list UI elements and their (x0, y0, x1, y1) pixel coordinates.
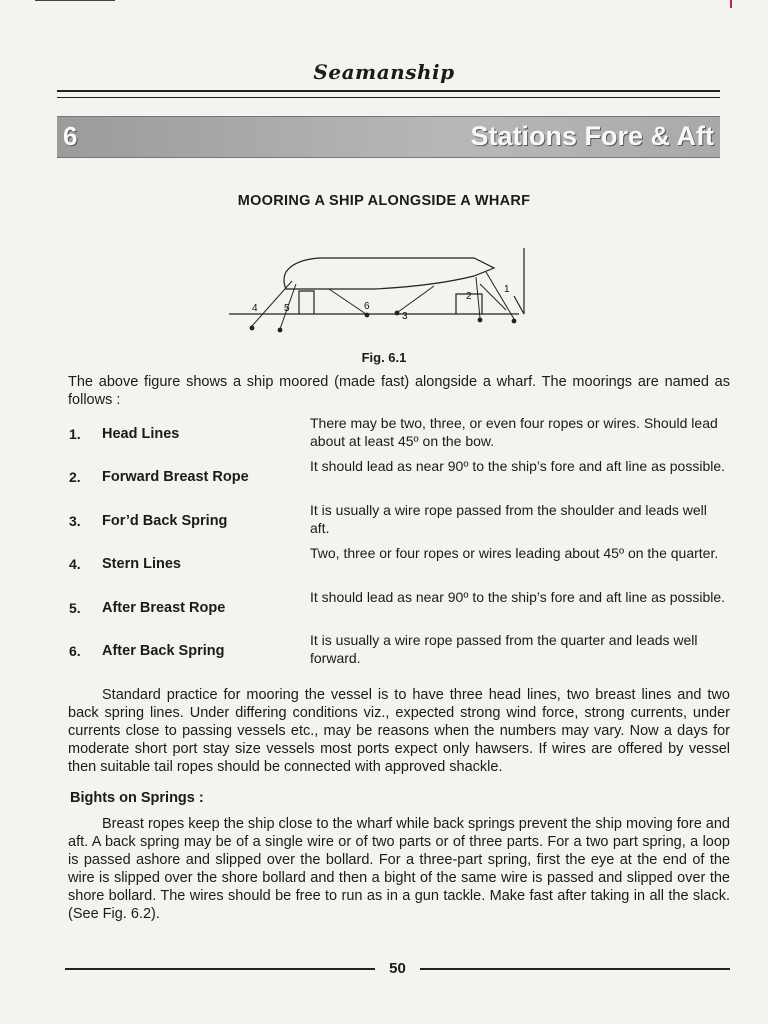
page-number: 50 (389, 960, 406, 977)
mooring-figure (224, 244, 534, 344)
item-description: It should lead as near 90º to the ship’s fore and aft line as possible. (310, 588, 726, 605)
head-line-2 (480, 284, 506, 310)
label-3: 3 (402, 311, 408, 322)
after-back-spring (329, 289, 366, 314)
item-description: It is usually a wire rope passed from the shoulder and leads well aft. (310, 501, 707, 536)
forward-back-spring (398, 286, 434, 312)
list-item (68, 501, 730, 544)
bollard (278, 328, 283, 333)
label-5: 5 (284, 303, 290, 314)
label-2: 2 (466, 291, 472, 302)
item-name: Forward Breast Rope (102, 469, 249, 486)
header-rule (57, 90, 720, 92)
head-line (486, 272, 514, 319)
practice-paragraph: Standard practice for mooring the vessel is to have three head lines, two breast lines and two back spring lines. Under differing conditions viz., expected strong wind force, strong currents, under currents close to passing vessels etc., may be reasons when the numbers may vary. Now a days for moderate short port stay size vessels most ports expect only hawsers. If wires are offered by vessel then suitable tail ropes should be connected with approved shackle. (68, 687, 730, 775)
bights-heading: Bights on Springs : (70, 790, 204, 806)
label-4: 4 (252, 303, 258, 314)
item-number: 1. (69, 426, 81, 442)
list-item (68, 588, 730, 631)
label-1: 1 (504, 284, 510, 295)
list-item (68, 414, 730, 457)
corner-mark (730, 0, 732, 8)
bollard (250, 326, 255, 331)
section-title: MOORING A SHIP ALONGSIDE A WHARF (237, 193, 531, 209)
bights-paragraph: Breast ropes keep the ship close to the wharf while back springs prevent the ship moving fore and aft. A back spring may be of a single wire or of two parts or of three parts. For a two part spring, a loop is passed ashore and slipped over the bollard. For a three-part spring, first the eye at the end of the wire is slipped over the shore bollard and then a bight of the same wire is passed and slipped over the shore bollard. The wires should be free to run as in a gun tackle. Make fast after taking in all the slack. (See Fig. 6.2). (68, 816, 730, 922)
item-number: 6. (69, 642, 81, 659)
chapter-title: Stations Fore & Aft (470, 121, 714, 151)
item-description: It is usually a wire rope passed from the quarter and leads well forward. (310, 631, 698, 666)
book-title: Seamanship (313, 60, 455, 84)
item-name: After Breast Rope (102, 599, 226, 616)
bow-post-brace (514, 296, 524, 314)
item-number: 5. (69, 599, 81, 616)
item-number: 4. (69, 556, 81, 573)
bollard (395, 311, 400, 316)
bollard (512, 319, 517, 324)
ship-hull (284, 258, 494, 289)
intro-paragraph: The above figure shows a ship moored (made fast) alongside a wharf. The moorings are named as follows : (68, 374, 730, 408)
item-name: Head Lines (102, 426, 180, 442)
footer-rule-right (420, 968, 730, 970)
figure-caption: Fig. 6.1 (361, 350, 407, 365)
item-description: There may be two, three, or even four ropes or wires. Should lead about at least 45º on the bow. (310, 415, 718, 449)
item-description: Two, three or four ropes or wires leading about 45º on the quarter. (310, 545, 719, 562)
list-item (68, 544, 730, 587)
after-fender (299, 291, 314, 314)
item-number: 3. (69, 512, 81, 529)
chapter-banner (57, 116, 720, 158)
chapter-number: 6 (63, 121, 78, 151)
footer-rule-left (65, 968, 375, 970)
bollard (365, 313, 370, 318)
item-name: For’d Back Spring (102, 512, 228, 529)
list-item (68, 631, 730, 674)
mooring-list (68, 414, 730, 674)
label-6: 6 (364, 301, 370, 312)
top-edge-rule (35, 0, 115, 1)
list-item (68, 457, 730, 500)
bollard (478, 318, 483, 323)
item-name: After Back Spring (102, 642, 225, 659)
forward-breast-rope (476, 277, 480, 318)
item-description: It should lead as near 90º to the ship’s fore and aft line as possible. (310, 458, 726, 475)
item-name: Stern Lines (102, 556, 181, 573)
item-number: 2. (69, 469, 81, 486)
ship-mooring-diagram (224, 244, 534, 344)
header-rule-secondary (57, 97, 720, 98)
